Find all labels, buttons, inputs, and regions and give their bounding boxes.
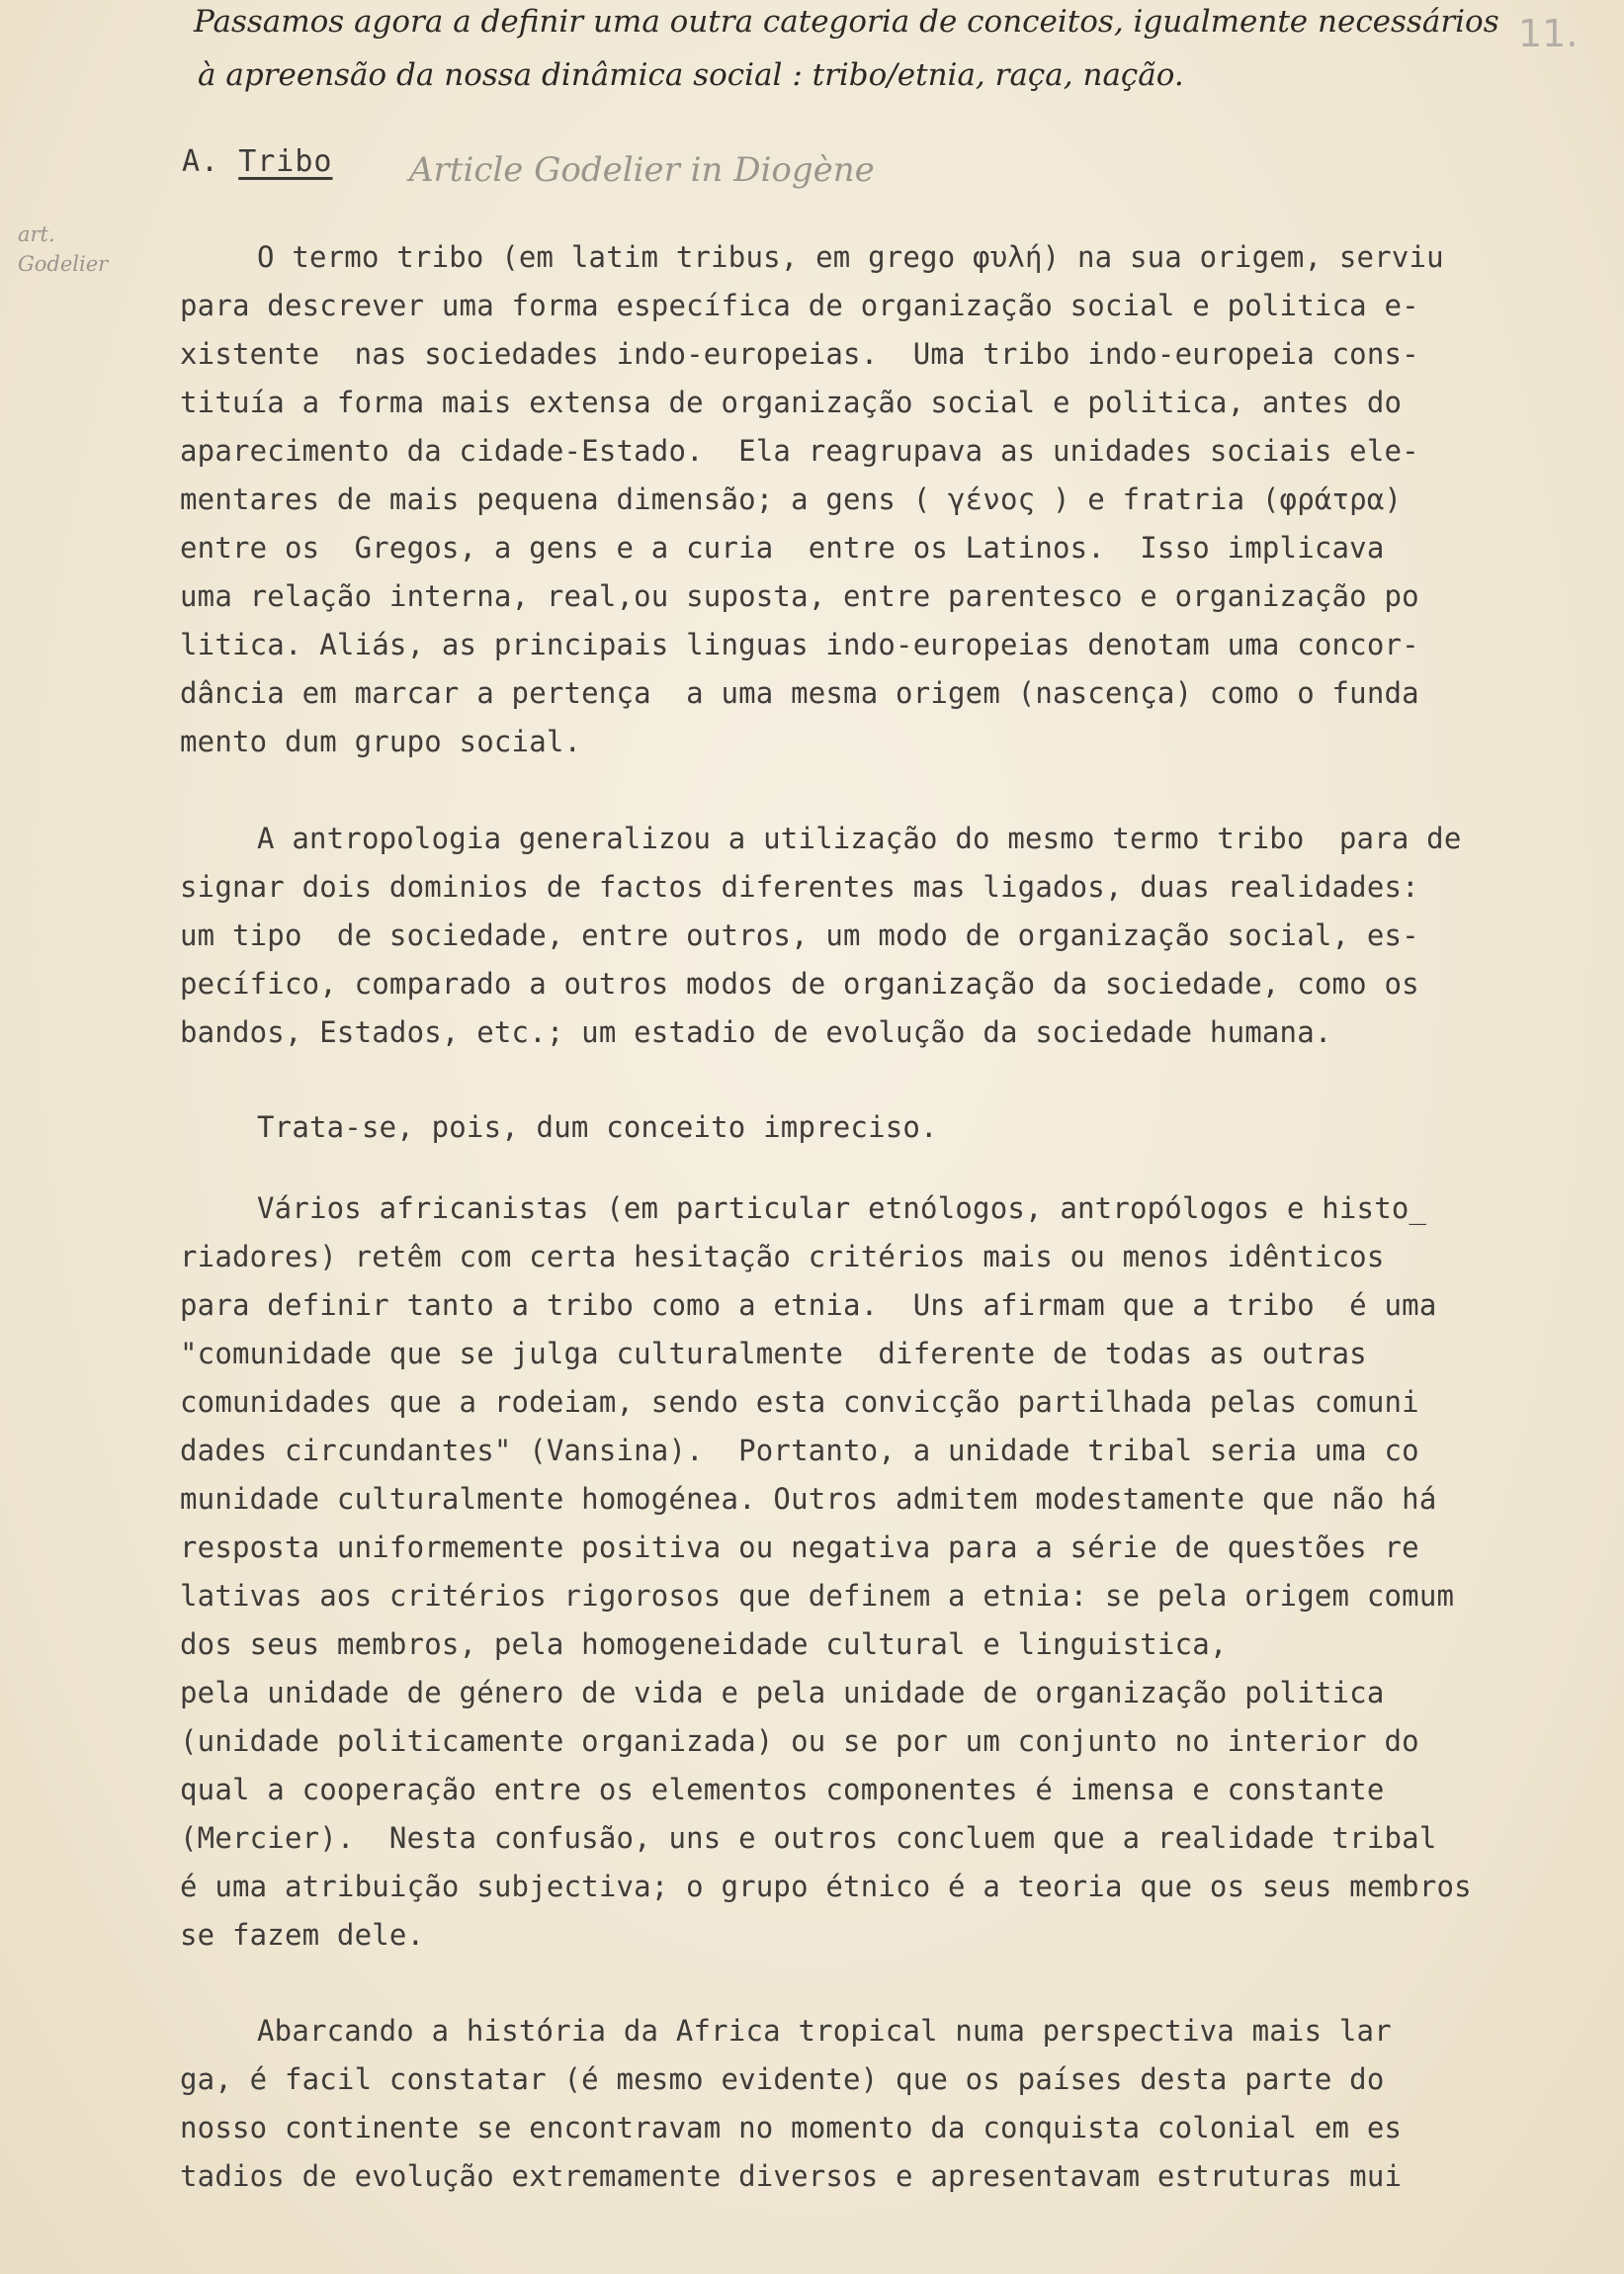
paragraph-4-line-12: (unidade politicamente organizada) ou se por um conjunto no interior do bbox=[180, 1724, 1419, 1758]
paragraph-1-line-7: entre os Gregos, a gens e a curia entre os Latinos. Isso implicava bbox=[180, 531, 1385, 565]
paragraph-2-line-2: signar dois dominios de factos diferentes mas ligados, duas realidades: bbox=[180, 870, 1419, 904]
paragraph-5-line-1: Abarcando a história da Africa tropical numa perspectiva mais lar bbox=[257, 2014, 1392, 2048]
heading-annotation: Article Godelier in Diogène bbox=[409, 150, 875, 190]
paragraph-4-line-15: é uma atribuição subjectiva; o grupo étnico é a teoria que os seus membros bbox=[180, 1870, 1472, 1903]
paragraph-5-line-3: nosso continente se encontravam no momento da conquista colonial em es bbox=[180, 2111, 1403, 2144]
paragraph-3 bbox=[180, 1103, 938, 1152]
paragraph-2-line-5: bandos, Estados, etc.; um estadio de evolução da sociedade humana. bbox=[180, 1015, 1332, 1049]
paragraph-2 bbox=[180, 815, 1462, 1057]
paragraph-1 bbox=[180, 233, 1444, 766]
paragraph-4-line-13: qual a cooperação entre os elementos componentes é imensa e constante bbox=[180, 1773, 1385, 1806]
heading-title: Tribo bbox=[238, 144, 333, 179]
paragraph-4-line-4: "comunidade que se julga culturalmente diferente de todas as outras bbox=[180, 1337, 1367, 1370]
paragraph-4-line-1: Vários africanistas (em particular etnólogos, antropólogos e histo_ bbox=[257, 1191, 1427, 1225]
paragraph-1-line-1: O termo tribo (em latim tribus, em grego φυλή) na sua origem, serviu bbox=[257, 240, 1444, 274]
paragraph-3-line-1: Trata-se, pois, dum conceito impreciso. bbox=[257, 1110, 938, 1144]
paragraph-4 bbox=[180, 1184, 1472, 1960]
paragraph-4-line-9: lativas aos critérios rigorosos que definem a etnia: se pela origem comum bbox=[180, 1579, 1455, 1613]
paragraph-4-line-14: (Mercier). Nesta confusão, uns e outros concluem que a realidade tribal bbox=[180, 1821, 1437, 1855]
paragraph-4-line-5: comunidades que a rodeiam, sendo esta convicção partilhada pelas comuni bbox=[180, 1385, 1419, 1419]
paragraph-4-line-7: munidade culturalmente homogénea. Outros admitem modestamente que não há bbox=[180, 1482, 1437, 1516]
heading-prefix: A. bbox=[182, 144, 239, 179]
paragraph-4-line-3: para definir tanto a tribo como a etnia. Uns afirmam que a tribo é uma bbox=[180, 1288, 1437, 1322]
paragraph-4-line-2: riadores) retêm com certa hesitação critérios mais ou menos idênticos bbox=[180, 1240, 1385, 1273]
paragraph-1-line-5: aparecimento da cidade-Estado. Ela reagrupava as unidades sociais ele- bbox=[180, 434, 1419, 468]
margin-note: art. Godelier bbox=[18, 222, 109, 276]
paragraph-2-line-1: A antropologia generalizou a utilização do mesmo termo tribo para de bbox=[257, 822, 1462, 855]
paragraph-4-line-11: pela unidade de género de vida e pela unidade de organização politica bbox=[180, 1676, 1385, 1709]
paragraph-1-line-6: mentares de mais pequena dimensão; a gens ( γένος ) e fratria (φράτρα) bbox=[180, 482, 1403, 516]
paragraph-1-line-3: xistente nas sociedades indo-europeias. Uma tribo indo-europeia cons- bbox=[180, 337, 1419, 371]
handwritten-note-line-2: à apreensão da nossa dinâmica social : tribo/etnia, raça, nação. bbox=[198, 57, 1184, 93]
paragraph-4-line-10: dos seus membros, pela homogeneidade cultural e linguistica, bbox=[180, 1627, 1228, 1661]
paragraph-5 bbox=[180, 2007, 1402, 2201]
paragraph-4-line-8: resposta uniformemente positiva ou negativa para a série de questões re bbox=[180, 1531, 1419, 1564]
page-number: 11. bbox=[1518, 12, 1579, 55]
paragraph-1-line-11: mento dum grupo social. bbox=[180, 725, 582, 758]
paragraph-1-line-2: para descrever uma forma específica de organização social e politica e- bbox=[180, 289, 1419, 322]
paragraph-1-line-10: dância em marcar a pertença a uma mesma origem (nascença) como o funda bbox=[180, 676, 1419, 710]
paragraph-4-line-6: dades circundantes" (Vansina). Portanto, a unidade tribal seria uma co bbox=[180, 1434, 1419, 1467]
handwritten-note-line-1: Passamos agora a definir uma outra categoria de conceitos, igualmente necessários bbox=[194, 4, 1499, 40]
paragraph-2-line-4: pecífico, comparado a outros modos de organização da sociedade, como os bbox=[180, 967, 1419, 1001]
paragraph-2-line-3: um tipo de sociedade, entre outros, um modo de organização social, es- bbox=[180, 918, 1419, 952]
paragraph-1-line-8: uma relação interna, real,ou suposta, entre parentesco e organização po bbox=[180, 579, 1419, 613]
paragraph-1-line-4: tituía a forma mais extensa de organização social e politica, antes do bbox=[180, 386, 1403, 419]
section-heading bbox=[182, 144, 333, 179]
paragraph-4-line-16: se fazem dele. bbox=[180, 1918, 425, 1952]
paragraph-1-line-9: litica. Aliás, as principais linguas indo-europeias denotam uma concor- bbox=[180, 628, 1419, 661]
paragraph-5-line-2: ga, é facil constatar (é mesmo evidente) que os países desta parte do bbox=[180, 2062, 1385, 2096]
paragraph-5-line-4: tadios de evolução extremamente diversos e apresentavam estruturas mui bbox=[180, 2159, 1403, 2193]
